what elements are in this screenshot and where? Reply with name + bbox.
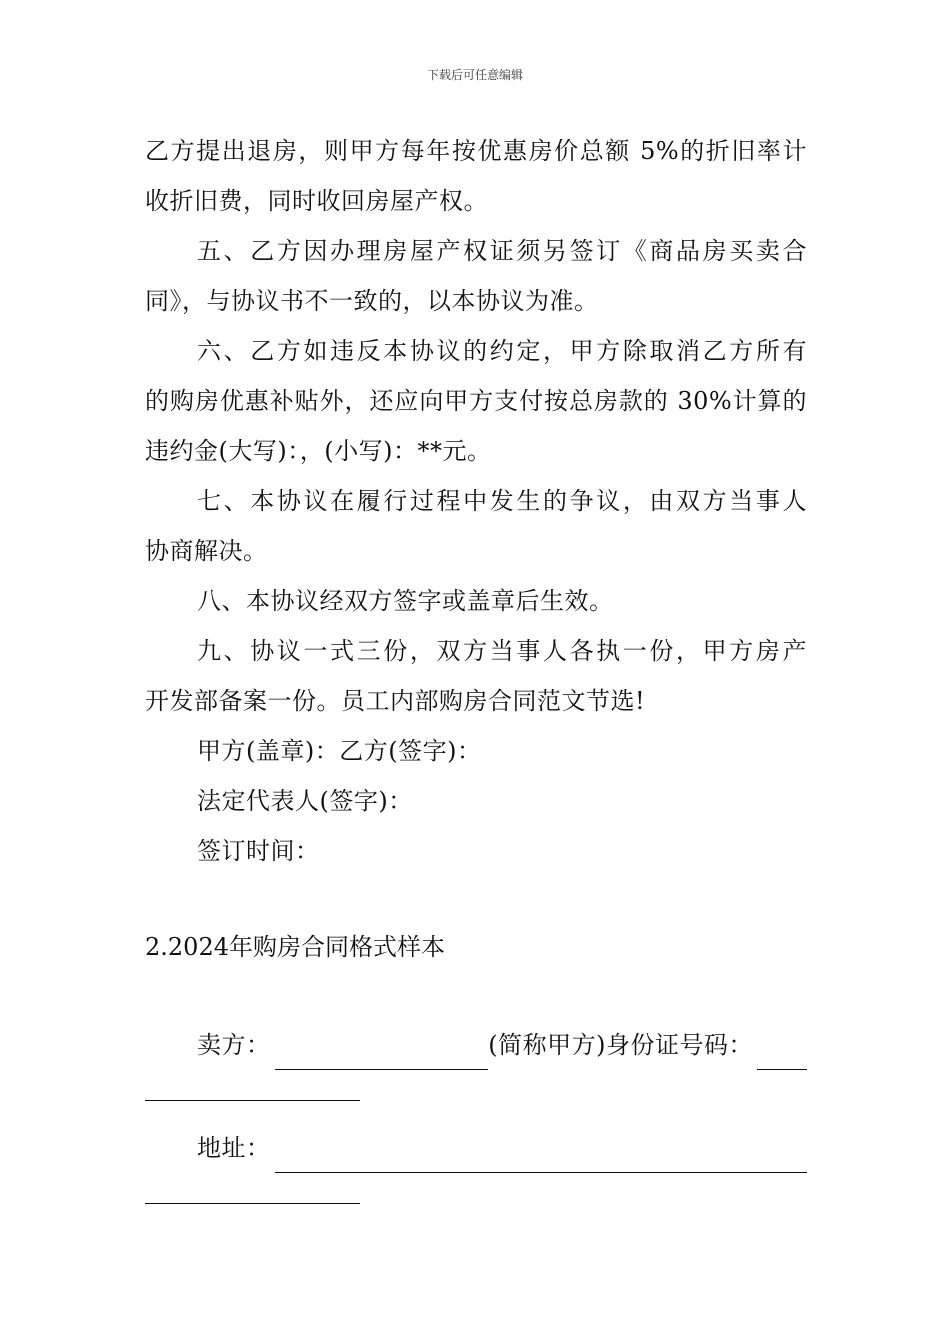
text-line: 开发部备案一份。员工内部购房合同范文节选! [145, 687, 646, 715]
signature-legal-rep: 法定代表人(签字)： [197, 787, 413, 815]
text-line: 的购房优惠补贴外，还应向甲方支付按总房款的 30%计算的 [145, 387, 807, 415]
signature-parties: 甲方(盖章)：乙方(签字)： [197, 737, 482, 765]
page-header-note: 下载后可任意编辑 [426, 68, 523, 82]
seller-name-blank[interactable] [275, 1039, 489, 1070]
address-blank-continued[interactable] [145, 1173, 360, 1204]
paragraph-refund-clause [145, 126, 807, 226]
spacer [145, 972, 807, 1020]
paragraph-clause-5 [145, 226, 807, 326]
section-title: 2.2024年购房合同格式样本 [145, 933, 445, 961]
seller-note: (简称甲方)身份证号码： [488, 1031, 753, 1059]
paragraph-clause-8 [145, 576, 807, 626]
text-line: 九、协议一式三份，双方当事人各执一份，甲方房产 [197, 637, 807, 665]
seller-id-blank[interactable] [757, 1039, 807, 1070]
seller-line [145, 1020, 807, 1070]
paragraph-clause-6 [145, 326, 807, 476]
paragraph-clause-9 [145, 626, 807, 726]
text-line: 收折旧费，同时收回房屋产权。 [145, 187, 488, 215]
paragraph-clause-7 [145, 476, 807, 576]
text-line: 六、乙方如违反本协议的约定，甲方除取消乙方所有 [197, 337, 807, 365]
address-line [145, 1123, 807, 1173]
spacer [145, 876, 807, 922]
text-line: 七、本协议在履行过程中发生的争议，由双方当事人 [197, 487, 807, 515]
text-line: 八、本协议经双方签字或盖章后生效。 [197, 587, 614, 615]
address-label: 地址： [197, 1134, 271, 1162]
address-blank[interactable] [275, 1142, 808, 1173]
text-line: 乙方提出退房，则甲方每年按优惠房价总额 5%的折旧率计 [145, 137, 807, 165]
text-line: 违约金(大写)：，(小写)：**元。 [145, 437, 492, 465]
seller-id-blank-continued[interactable] [145, 1070, 360, 1101]
text-line: 五、乙方因办理房屋产权证须另签订《商品房买卖合 [197, 237, 807, 265]
seller-label: 卖方： [197, 1031, 271, 1059]
signature-date: 签订时间： [197, 837, 320, 865]
text-line: 协商解决。 [145, 537, 268, 565]
spacer [145, 1101, 807, 1123]
text-line: 同》，与协议书不一致的，以本协议为准。 [145, 287, 599, 315]
document-body [145, 126, 807, 1204]
